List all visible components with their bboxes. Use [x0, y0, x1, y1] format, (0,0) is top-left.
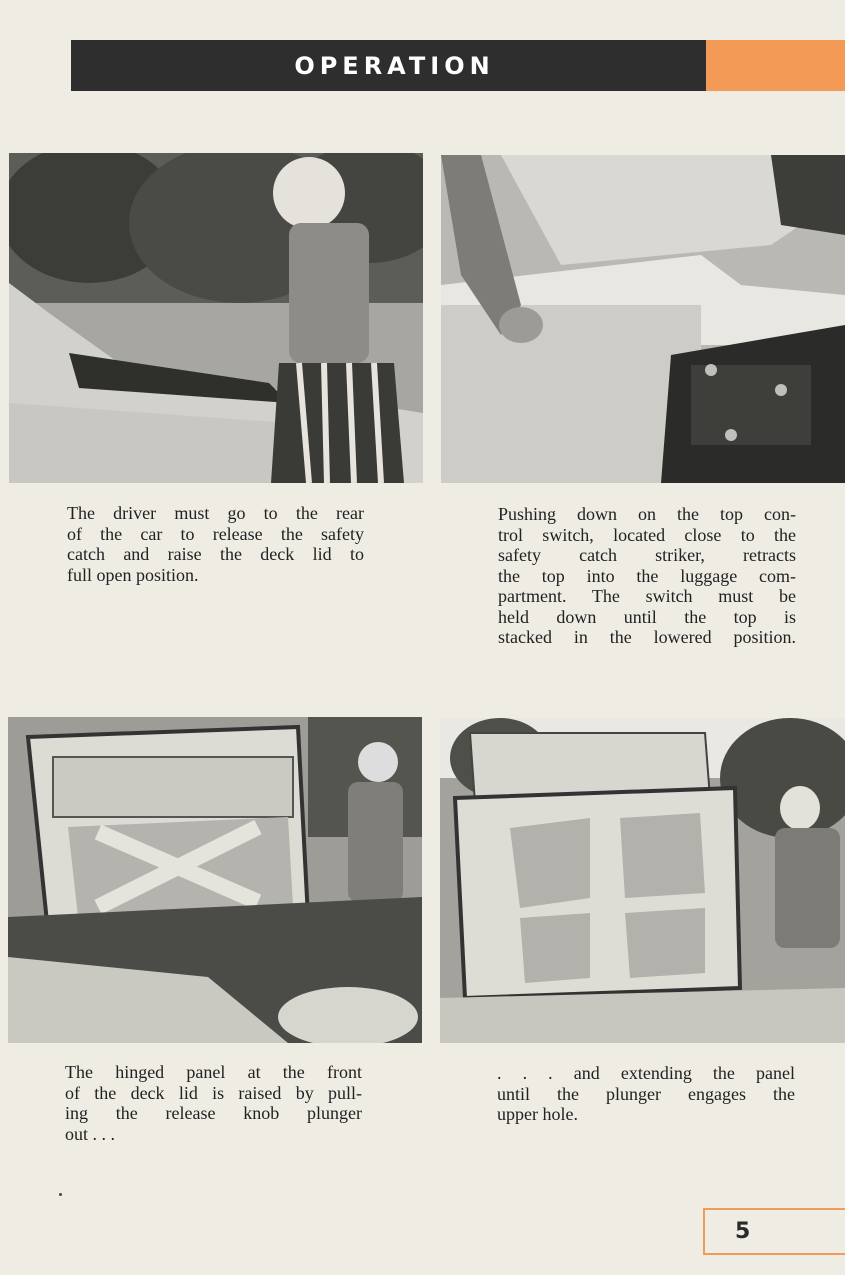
caption-bottom-right	[497, 1063, 795, 1125]
photo-driver-at-rear	[9, 153, 423, 483]
print-speck	[59, 1193, 62, 1196]
page-number: 5	[735, 1219, 751, 1244]
section-header-bar	[71, 40, 706, 91]
caption-line: trol switch, located close to the	[498, 524, 796, 545]
caption-line: upper hole.	[497, 1104, 578, 1124]
caption-line: held down until the top is	[498, 606, 796, 627]
caption-line: partment. The switch must be	[498, 586, 796, 606]
page-number-box	[703, 1208, 845, 1255]
photo-top-control-switch	[441, 155, 845, 483]
photo-panel-extended	[440, 718, 845, 1043]
caption-line: full open position.	[67, 564, 199, 585]
caption-line: of the car to release the safety	[67, 523, 364, 544]
photo-hinged-panel-raised	[8, 717, 422, 1043]
caption-bottom-left	[65, 1062, 362, 1144]
caption-top-left	[67, 503, 364, 585]
caption-line: out . . .	[65, 1123, 116, 1144]
caption-line: the top into the luggage com-	[498, 565, 796, 586]
header-accent-block	[706, 40, 845, 91]
caption-top-right	[498, 504, 796, 648]
caption-line: safety catch striker, retracts	[498, 545, 796, 565]
caption-line: catch and raise the deck lid to	[67, 544, 364, 564]
caption-line: . . . and extending the panel	[497, 1063, 795, 1083]
caption-line: ing the release knob plunger	[65, 1103, 362, 1123]
caption-line: until the plunger engages the	[497, 1083, 795, 1104]
caption-line: stacked in the lowered position.	[498, 627, 796, 647]
caption-line: Pushing down on the top con-	[498, 504, 796, 524]
caption-line: The driver must go to the rear	[67, 503, 364, 523]
caption-line: The hinged panel at the front	[65, 1062, 362, 1082]
caption-line: of the deck lid is raised by pull-	[65, 1082, 362, 1103]
section-title: OPERATION	[294, 51, 495, 80]
